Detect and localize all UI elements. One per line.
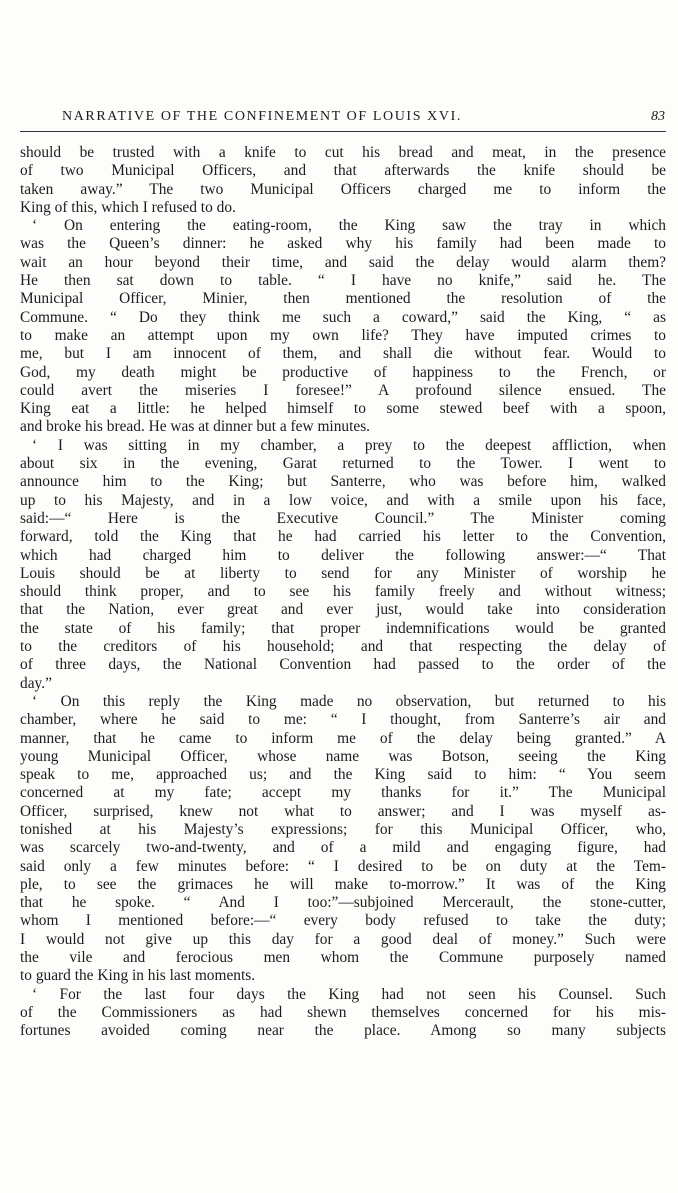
text-line: about six in the evening, Garat returned to the Tower. I went to — [20, 455, 666, 473]
text-line: ‘ I was sitting in my chamber, a prey to the deepest affliction, when — [32, 436, 666, 454]
text-line: Louis should be at liberty to send for any Minister of worship he — [20, 564, 666, 582]
text-line: speak to me, approached us; and the King said to him: “ You seem — [20, 766, 666, 784]
text-line: tonished at his Majesty’s expressions; for this Municipal Officer, who, — [20, 820, 666, 838]
text-line: fortunes avoided coming near the place. Among so many subjects — [20, 1022, 666, 1040]
running-title: NARRATIVE OF THE CONFINEMENT OF LOUIS XVI. — [62, 109, 462, 124]
text-line: of the Commissioners as had shewn themselves concerned for his mis- — [20, 1003, 666, 1021]
text-line: and broke his bread. He was at dinner but a few minutes. — [20, 418, 371, 436]
text-line: whom I mentioned before:—“ every body refused to take the duty; — [20, 912, 666, 930]
text-line: I would not give up this day for a good deal of money.” Such were — [20, 930, 666, 948]
text-line: of three days, the National Convention had passed to the order of the — [20, 656, 666, 674]
text-line: was scarcely two-and-twenty, and of a mild and engaging figure, had — [20, 839, 666, 857]
text-line: of two Municipal Officers, and that afterwards the knife should be — [20, 162, 666, 180]
text-line: should be trusted with a knife to cut his bread and meat, in the presence — [20, 144, 666, 161]
text-line: King of this, which I refused to do. — [20, 198, 236, 216]
text-line: the vile and ferocious men whom the Commune purposely named — [20, 949, 666, 967]
text-line: was the Queen’s dinner: he asked why his family had been made to — [20, 235, 666, 253]
text-line: which had charged him to deliver the following answer:—“ That — [20, 546, 666, 564]
text-line: that he spoke. “ And I too:”—subjoined Mercerault, the stone-cutter, — [20, 894, 666, 912]
text-line: wait an hour beyond their time, and said the delay would alarm them? — [20, 253, 666, 271]
text-line: King eat a little: he helped himself to some stewed beef with a spoon, — [20, 400, 666, 418]
text-line: forward, told the King that he had carried his letter to the Convention, — [20, 528, 666, 546]
body-text — [20, 144, 666, 1041]
text-line: Officer, surprised, knew not what to answer; and I was myself as- — [20, 802, 666, 820]
page-number: 83 — [651, 109, 665, 124]
text-line: God, my death might be productive of happiness to the French, or — [20, 363, 666, 381]
text-line: that the Nation, ever great and ever just, would take into consideration — [20, 601, 666, 619]
text-line: to make an attempt upon my own life? They have imputed crimes to — [20, 326, 666, 344]
text-line: manner, that he came to inform me of the delay being granted.” A — [20, 729, 666, 747]
text-line: ‘ For the last four days the King had not seen his Counsel. Such — [32, 985, 666, 1003]
text-line: up to his Majesty, and in a low voice, and with a smile upon his face, — [20, 491, 666, 509]
text-line: Municipal Officer, Minier, then mentioned the resolution of the — [20, 290, 666, 308]
text-line: said:—“ Here is the Executive Council.” The Minister coming — [20, 509, 666, 527]
text-line: chamber, where he said to me: “ I thought, from Santerre’s air and — [20, 711, 666, 729]
text-line: day.” — [20, 674, 52, 692]
text-line: to the creditors of his household; and that respecting the delay of — [20, 638, 666, 656]
text-line: me, but I am innocent of them, and shall die without fear. Would to — [20, 345, 666, 363]
text-line: ple, to see the grimaces he will make to-morrow.” It was of the King — [20, 875, 666, 893]
text-line: taken away.” The two Municipal Officers charged me to inform the — [20, 180, 666, 198]
text-line: to guard the King in his last moments. — [20, 967, 256, 985]
running-head — [20, 109, 665, 129]
text-line: young Municipal Officer, whose name was Botson, seeing the King — [20, 747, 666, 765]
text-line: He then sat down to table. “ I have no knife,” said he. The — [20, 272, 666, 290]
text-line: said only a few minutes before: “ I desired to be on duty at the Tem- — [20, 857, 666, 875]
text-line: ‘ On entering the eating-room, the King saw the tray in which — [32, 217, 666, 235]
text-line: the state of his family; that proper indemnifications would be granted — [20, 619, 666, 637]
header-rule — [20, 131, 666, 132]
text-line: concerned at my fate; accept my thanks for it.” The Municipal — [20, 784, 666, 802]
text-line: could avert the miseries I foresee!” A profound silence ensued. The — [20, 381, 666, 399]
text-line: Commune. “ Do they think me such a coward,” said the King, “ as — [20, 308, 666, 326]
text-line: ‘ On this reply the King made no observation, but returned to his — [32, 692, 666, 710]
text-line: announce him to the King; but Santerre, who was before him, walked — [20, 473, 666, 491]
text-line: should think proper, and to see his family freely and without witness; — [20, 583, 666, 601]
